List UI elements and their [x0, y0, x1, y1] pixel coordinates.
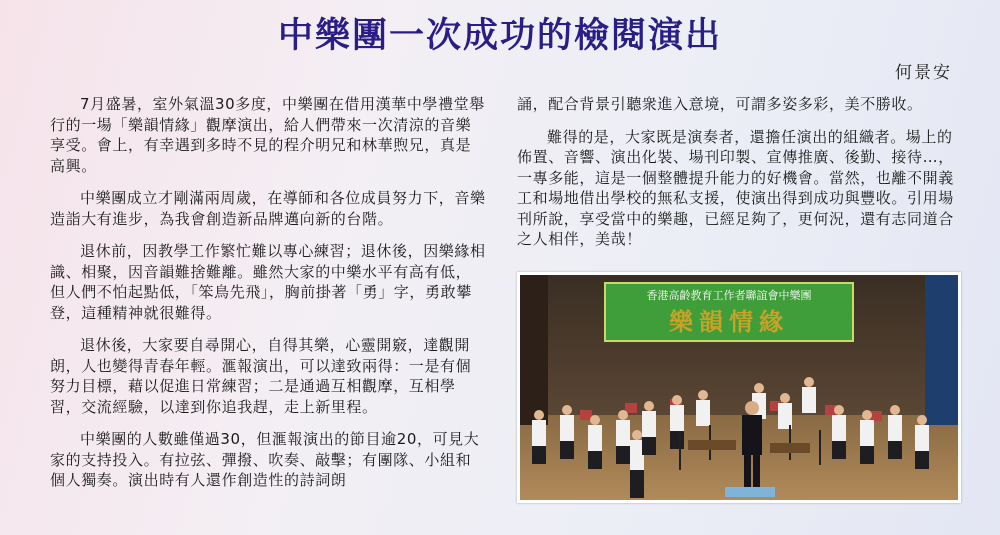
banner-main-text: 樂韻情緣	[669, 307, 789, 336]
paragraph-3: 退休前，因教學工作繁忙難以專心練習；退休後，因樂緣相識、相聚，因音韻難捨難離。雖然大家的中樂水平有高有低，但人們不怕起點低，「笨鳥先飛」，胸前掛著「勇」字，勇敢攀登，這種精神就很難得。	[50, 242, 486, 322]
paragraph-2: 中樂團成立才剛滿兩周歲，在導師和各位成員努力下，音樂造詣大有進步，為我會創造新品牌邁向新的台階。	[50, 189, 486, 228]
concert-photo	[517, 272, 961, 503]
conductor-podium	[725, 487, 775, 497]
stage-curtain-right	[925, 275, 958, 425]
banner-top-text: 香港高齡教育工作者聯誼會中樂團	[646, 289, 812, 302]
paragraph-7: 難得的是，大家既是演奏者，還擔任演出的組織者。場上的佈置、音響、演出化裝、場刊印製、宣傳推廣、後勤、接待…，一專多能，這是一個整體提升能力的好機會。當然，也離不開義工和場地借出學校的無私支援，使演出得到成功與豐收。引用場刊所說，享受當中的樂趣，已經足夠了，更何況，還有志同道合之人相伴，美哉！	[517, 127, 954, 248]
left-column	[50, 94, 486, 503]
concert-scene	[520, 275, 958, 500]
paragraph-6: 誦，配合背景引聽衆進入意境，可謂多姿多彩，美不勝收。	[517, 95, 923, 113]
paragraph-4: 退休後，大家要自尋開心，自得其樂，心靈開竅，達觀開朗，人也變得青春年輕。滙報演出，可以達致兩得：一是有個努力目標，藉以促進日常練習；二是通過互相觀摩，互相學習，交流經驗，以達到你追我趕，走上新里程。	[50, 336, 472, 416]
stage-curtain-left	[520, 275, 548, 425]
article-title: 中樂團一次成功的檢閱演出	[277, 16, 722, 56]
author-name: 何景安	[895, 63, 952, 83]
paragraph-1: 7月盛暑，室外氣溫30多度，中樂團在借用漢華中學禮堂舉行的一場「樂韻情緣」觀摩演出，給人們帶來一次清涼的音樂享受。會上，有幸遇到多時不見的程介明兄和林華煦兄，真是高興。	[50, 95, 485, 175]
paragraph-5: 中樂團的人數雖僅過30，但滙報演出的節目逾20，可見大家的支持投入。有拉弦、彈撥、吹奏、敲擊；有團隊、小組和個人獨奏。演出時有人還作創造性的詩詞朗	[50, 430, 480, 489]
right-column	[517, 94, 957, 262]
